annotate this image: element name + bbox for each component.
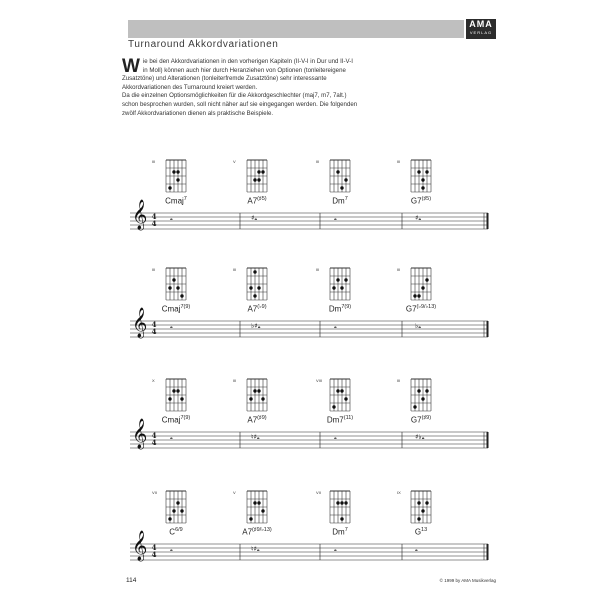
intro-paragraph-2: Da die einzelnen Optionsmöglichkeiten für die Akkordgeschlechter (maj7, m7, 7alt.) schon besprochen wurden, soll nicht näher auf sie eingegangen werden. Die folgenden zwölf Akkordvariationen dienen als praktische Beispiele. — [122, 92, 358, 117]
finger-dot — [180, 294, 183, 297]
chord-extension: 7 — [183, 196, 187, 202]
chord-diagram — [327, 266, 353, 302]
finger-dot — [340, 389, 343, 392]
treble-clef-icon: 𝄞 — [132, 200, 148, 230]
chord-name — [391, 196, 451, 206]
time-signature-bottom: 4 — [151, 219, 157, 228]
staff-lines — [130, 208, 490, 234]
finger-dot — [249, 517, 252, 520]
chord-root: A7 — [247, 304, 258, 314]
dropcap-letter: W — [122, 56, 140, 77]
chord-diagram — [163, 266, 189, 302]
fret-position-label: III — [152, 267, 156, 272]
finger-dot — [253, 501, 256, 504]
finger-dot — [176, 286, 179, 289]
chord-name — [310, 415, 370, 425]
finger-dot — [253, 270, 256, 273]
finger-dot — [253, 389, 256, 392]
chord-root: C — [169, 527, 176, 537]
time-signature-top: 4 — [151, 543, 157, 552]
staff-lines — [130, 539, 490, 565]
chord-name — [146, 527, 206, 537]
finger-dot — [257, 178, 260, 181]
staff-lines — [130, 427, 490, 453]
chord-root: A7 — [242, 527, 253, 537]
note-stack: 𝅝 — [170, 433, 173, 441]
fret-position-label: III — [316, 159, 320, 164]
chord-root: Cmaj — [161, 415, 181, 425]
chord-root: Dm7 — [326, 415, 344, 425]
finger-dot — [340, 286, 343, 289]
finger-dot — [336, 170, 339, 173]
finger-dot — [180, 509, 183, 512]
logo-main-text: AMA — [469, 19, 493, 29]
treble-clef-icon: 𝄞 — [132, 308, 148, 338]
fret-position-label: VII — [316, 490, 321, 495]
fretboard-grid — [408, 377, 434, 413]
finger-dot — [172, 389, 175, 392]
finger-dot — [168, 517, 171, 520]
fretboard-grid — [408, 158, 434, 194]
chord-extension: 13 — [421, 527, 428, 533]
finger-dot — [417, 517, 420, 520]
finger-dot — [421, 178, 424, 181]
finger-dot — [417, 294, 420, 297]
fret-position-label: VII — [152, 490, 157, 495]
note-stack: 𝅝 — [415, 545, 418, 553]
fret-position-label: V — [233, 159, 236, 164]
finger-dot — [344, 278, 347, 281]
time-signature — [150, 321, 158, 335]
finger-dot — [257, 389, 260, 392]
chord-root: A7 — [247, 196, 258, 206]
music-staff — [130, 316, 490, 342]
finger-dot — [261, 509, 264, 512]
chord-name — [391, 304, 451, 314]
chord-extension: (♯5) — [257, 196, 267, 202]
fretboard-grid — [244, 158, 270, 194]
chord-extension: (♯9) — [421, 415, 432, 421]
finger-dot — [421, 286, 424, 289]
chord-name — [310, 196, 370, 206]
time-signature-top: 4 — [151, 212, 157, 221]
chord-extension: (♯9/♭13) — [252, 527, 272, 533]
fretboard-grid — [327, 266, 353, 302]
chord-extension: 7(9) — [341, 304, 352, 310]
chord-root: G7 — [410, 415, 422, 425]
finger-dot — [421, 186, 424, 189]
time-signature — [150, 544, 158, 558]
finger-dot — [180, 397, 183, 400]
finger-dot — [340, 501, 343, 504]
finger-dot — [336, 278, 339, 281]
chord-name — [310, 304, 370, 314]
finger-dot — [168, 286, 171, 289]
fretboard-grid — [408, 489, 434, 525]
note-stack: 𝅝 — [334, 545, 337, 553]
note-stack: 𝅝 — [334, 433, 337, 441]
fret-position-label: III — [397, 267, 401, 272]
finger-dot — [421, 509, 424, 512]
chord-diagram — [163, 377, 189, 413]
fretboard-grid — [327, 489, 353, 525]
fret-position-label: III — [316, 267, 320, 272]
finger-dot — [172, 278, 175, 281]
finger-dot — [261, 170, 264, 173]
note-stack: ♭𝅝 — [415, 322, 422, 330]
chord-extension: (♯5) — [421, 196, 432, 202]
chord-diagram — [408, 377, 434, 413]
finger-dot — [340, 186, 343, 189]
finger-dot — [336, 389, 339, 392]
note-stack: ♯𝅝 — [251, 214, 258, 222]
finger-dot — [168, 186, 171, 189]
chord-extension: 7(9) — [180, 304, 191, 310]
finger-dot — [425, 389, 428, 392]
finger-dot — [257, 170, 260, 173]
finger-dot — [425, 278, 428, 281]
chord-root: Dm — [328, 304, 342, 314]
header-bar — [128, 20, 464, 38]
chord-extension: (♭9/♭13) — [416, 304, 437, 310]
finger-dot — [417, 501, 420, 504]
chord-root: Dm — [332, 527, 345, 537]
fretboard-grid — [163, 489, 189, 525]
fret-position-label: V — [233, 490, 236, 495]
note-stack: 𝅝 — [170, 322, 173, 330]
finger-dot — [344, 501, 347, 504]
finger-dot — [249, 397, 252, 400]
note-stack: 𝅝 — [170, 214, 173, 222]
fretboard-grid — [327, 158, 353, 194]
finger-dot — [417, 170, 420, 173]
chord-extension: 7 — [344, 527, 348, 533]
finger-dot — [417, 389, 420, 392]
page-title: Turnaround Akkordvariationen — [128, 39, 279, 50]
time-signature-top: 4 — [151, 320, 157, 329]
chord-diagram — [163, 158, 189, 194]
finger-dot — [176, 170, 179, 173]
fret-position-label: III — [233, 267, 237, 272]
finger-dot — [253, 178, 256, 181]
note-stack: 𝅝 — [334, 322, 337, 330]
finger-dot — [257, 286, 260, 289]
chord-name — [310, 527, 370, 537]
intro-paragraph-1 — [122, 58, 358, 92]
finger-dot — [172, 170, 175, 173]
chord-name — [391, 415, 451, 425]
music-staff — [130, 539, 490, 565]
chord-root: A7 — [247, 415, 258, 425]
publisher-logo — [466, 19, 496, 39]
copyright-notice: © 1999 by AMA Musikverlag — [439, 578, 496, 583]
music-staff — [130, 427, 490, 453]
finger-dot — [176, 178, 179, 181]
chord-diagram — [327, 377, 353, 413]
fretboard-grid — [244, 266, 270, 302]
chord-diagram — [244, 158, 270, 194]
chord-extension: 6/9 — [175, 527, 183, 533]
music-staff — [130, 208, 490, 234]
finger-dot — [332, 405, 335, 408]
chord-extension: (♭9) — [257, 304, 267, 310]
chord-diagram — [244, 489, 270, 525]
fretboard-grid — [163, 266, 189, 302]
chord-name — [146, 304, 206, 314]
finger-dot — [253, 294, 256, 297]
chord-extension: 7(9) — [180, 415, 191, 421]
treble-clef-icon: 𝄞 — [132, 531, 148, 561]
finger-dot — [257, 501, 260, 504]
finger-dot — [172, 509, 175, 512]
chord-root: G — [414, 527, 422, 537]
treble-clef-icon: 𝄞 — [132, 419, 148, 449]
finger-dot — [332, 286, 335, 289]
finger-dot — [176, 501, 179, 504]
fretboard-grid — [244, 377, 270, 413]
finger-dot — [344, 178, 347, 181]
finger-dot — [425, 501, 428, 504]
chord-name — [227, 304, 287, 314]
chord-name — [227, 527, 287, 537]
chord-diagram — [408, 489, 434, 525]
note-stack: ♮♯𝅝 — [251, 433, 260, 441]
fret-position-label: IX — [397, 490, 401, 495]
staff-lines — [130, 316, 490, 342]
time-signature-bottom: 4 — [151, 327, 157, 336]
chord-diagram — [408, 158, 434, 194]
finger-dot — [413, 405, 416, 408]
chord-root: G7 — [410, 196, 422, 206]
chord-root: Cmaj — [161, 304, 181, 314]
fret-position-label: X — [152, 378, 155, 383]
finger-dot — [421, 397, 424, 400]
chord-diagram — [327, 489, 353, 525]
intro-paragraph-1-text: ie bei den Akkordvariationen in den vorherigen Kapiteln (II-V-I in Dur und II-V-I in Moll) können auch hier durch Heranziehen von Optionen (tonleitereigene Zusatztöne) und Alterationen (tonleiterfremde Zusatztöne) sehr interessante Akkordvariationen des Turnaround kreiert werden. — [122, 58, 353, 91]
chord-diagram — [327, 158, 353, 194]
intro-text — [122, 58, 358, 118]
fret-position-label: III — [233, 378, 237, 383]
note-stack: ♮♯𝅝 — [251, 545, 260, 553]
chord-extension: 7 — [344, 196, 348, 202]
chord-name — [227, 415, 287, 425]
page-number: 114 — [126, 577, 137, 584]
time-signature — [150, 213, 158, 227]
chord-name — [146, 196, 206, 206]
note-stack: 𝅝 — [334, 214, 337, 222]
fretboard-grid — [408, 266, 434, 302]
fret-position-label: III — [397, 378, 401, 383]
fretboard-grid — [163, 377, 189, 413]
time-signature-top: 4 — [151, 431, 157, 440]
finger-dot — [261, 397, 264, 400]
finger-dot — [413, 294, 416, 297]
chord-extension: (11) — [343, 415, 354, 421]
finger-dot — [344, 397, 347, 400]
note-stack: 𝅝 — [170, 545, 173, 553]
logo-sub-text: VERLAG — [469, 30, 493, 35]
finger-dot — [168, 397, 171, 400]
chord-diagram — [244, 266, 270, 302]
finger-dot — [336, 501, 339, 504]
finger-dot — [340, 517, 343, 520]
time-signature-bottom: 4 — [151, 550, 157, 559]
finger-dot — [425, 170, 428, 173]
chord-extension: (♯9) — [257, 415, 267, 421]
fretboard-grid — [327, 377, 353, 413]
fretboard-grid — [163, 158, 189, 194]
chord-root: G7 — [405, 304, 417, 314]
chord-root: Dm — [332, 196, 345, 206]
note-stack: ♯𝅝 — [415, 214, 422, 222]
chord-diagram — [163, 489, 189, 525]
fretboard-grid — [244, 489, 270, 525]
chord-name — [391, 527, 451, 537]
note-stack: ♯♭𝅝 — [415, 433, 425, 441]
chord-name — [227, 196, 287, 206]
chord-diagram — [244, 377, 270, 413]
fret-position-label: III — [152, 159, 156, 164]
fret-position-label: III — [397, 159, 401, 164]
finger-dot — [249, 286, 252, 289]
chord-name — [146, 415, 206, 425]
time-signature-bottom: 4 — [151, 438, 157, 447]
note-stack: ♭♯𝅝 — [251, 322, 261, 330]
chord-diagram — [408, 266, 434, 302]
finger-dot — [176, 389, 179, 392]
chord-root: Cmaj — [165, 196, 184, 206]
fret-position-label: VIII — [316, 378, 323, 383]
time-signature — [150, 432, 158, 446]
